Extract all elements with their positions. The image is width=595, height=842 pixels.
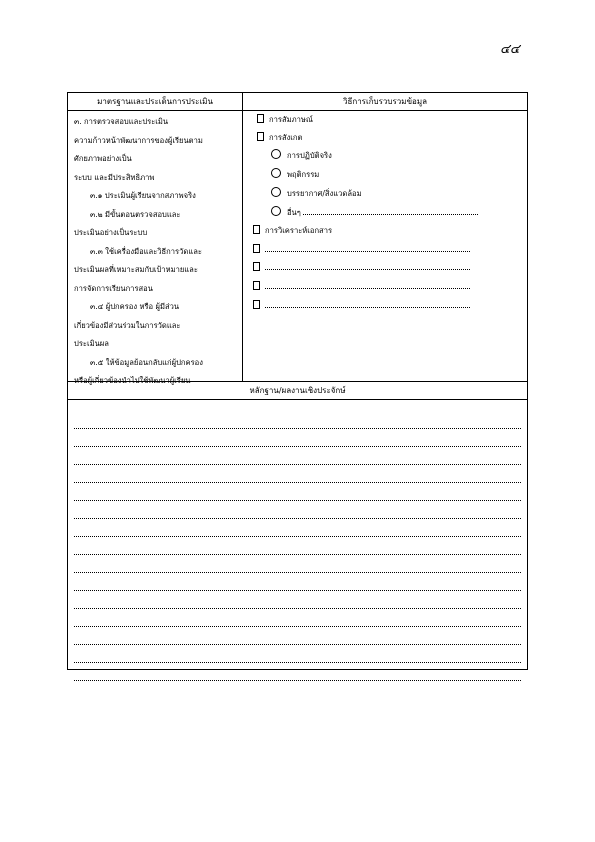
radio-circle-icon[interactable] xyxy=(271,187,281,197)
evidence-writing-line[interactable] xyxy=(74,411,521,429)
evidence-writing-line[interactable] xyxy=(74,465,521,483)
evidence-writing-line[interactable] xyxy=(74,627,521,645)
criteria-line: เกี่ยวข้องมีส่วนร่วมในการวัดและ xyxy=(74,320,181,330)
radio-circle-icon[interactable] xyxy=(271,206,281,216)
evidence-writing-line[interactable] xyxy=(74,447,521,465)
criteria-line: ประเมินผลที่เหมาะสมกับเป้าหมายและ xyxy=(74,265,198,274)
method-document-analysis[interactable]: การวิเคราะห์เอกสาร xyxy=(253,223,332,239)
criteria-line: ๓.๕ ให้ข้อมูลย้อนกลับแก่ผู้ปกครอง xyxy=(90,357,203,367)
checkbox-icon[interactable] xyxy=(253,225,260,234)
radio-circle-icon[interactable] xyxy=(271,168,281,178)
method-observation[interactable]: การสังเกต xyxy=(257,130,302,146)
method-blank[interactable] xyxy=(253,242,470,258)
page-number: ๔๔ xyxy=(500,42,520,57)
criteria-line: ความก้าวหน้าพัฒนาการของผู้เรียนตาม xyxy=(74,135,203,145)
criteria-line: ๓.๓ ใช้เครื่องมือและวิธีการวัดและ xyxy=(90,246,202,256)
fill-in-line[interactable] xyxy=(265,298,470,308)
column-divider xyxy=(242,93,243,381)
evidence-header: หลักฐาน/ผลงานเชิงประจักษ์ xyxy=(249,386,346,395)
checkbox-icon[interactable] xyxy=(257,114,264,123)
criteria-line: ๓. การตรวจสอบและประเมิน xyxy=(74,117,169,126)
evidence-writing-line[interactable] xyxy=(74,537,521,555)
evidence-writing-line[interactable] xyxy=(74,645,521,663)
fill-in-line[interactable] xyxy=(265,242,470,252)
obs-environment[interactable]: บรรยากาศ/สิ่งแวดล้อม xyxy=(271,186,362,202)
header-divider xyxy=(68,110,527,111)
criteria-line: หรือผู้เกี่ยวข้องนำไปใช้พัฒนาผู้เรียน xyxy=(74,376,191,385)
checkbox-icon[interactable] xyxy=(253,262,260,271)
obs-practice[interactable]: การปฏิบัติจริง xyxy=(271,148,332,164)
method-blank[interactable] xyxy=(253,260,470,276)
evidence-writing-line[interactable] xyxy=(74,519,521,537)
evidence-writing-line[interactable] xyxy=(74,591,521,609)
criteria-line: ประเมินอย่างเป็นระบบ xyxy=(74,228,148,237)
evidence-writing-line[interactable] xyxy=(74,483,521,501)
criteria-line: ๓.๑ ประเมินผู้เรียนจากสภาพจริง xyxy=(90,191,196,200)
evidence-writing-line[interactable] xyxy=(74,609,521,627)
checkbox-icon[interactable] xyxy=(253,244,260,253)
criteria-line: ๓.๔ ผู้ปกครอง หรือ ผู้มีส่วน xyxy=(90,302,180,311)
criteria-list xyxy=(74,113,238,391)
evidence-writing-line[interactable] xyxy=(74,663,521,681)
radio-circle-icon[interactable] xyxy=(271,149,281,159)
criteria-line: ระบบ และมีประสิทธิภาพ xyxy=(74,172,155,182)
method-blank[interactable] xyxy=(253,298,470,314)
criteria-line: การจัดการเรียนการสอน xyxy=(74,283,153,293)
method-blank[interactable] xyxy=(253,279,470,295)
col-header-methods: วิธีการเก็บรวบรวมข้อมูล xyxy=(342,97,428,106)
obs-other[interactable]: อื่นๆ xyxy=(271,205,478,221)
checkbox-icon[interactable] xyxy=(257,132,264,141)
checkbox-icon[interactable] xyxy=(253,281,260,290)
fill-in-line[interactable] xyxy=(303,205,478,215)
assessment-table xyxy=(67,92,528,670)
obs-behavior[interactable]: พฤติกรรม xyxy=(271,167,319,183)
evidence-writing-line[interactable] xyxy=(74,555,521,573)
fill-in-line[interactable] xyxy=(265,279,470,289)
evidence-writing-line[interactable] xyxy=(74,501,521,519)
fill-in-line[interactable] xyxy=(265,260,470,270)
method-interview[interactable]: การสัมภาษณ์ xyxy=(257,112,313,128)
section-divider xyxy=(68,381,527,382)
criteria-line: ประเมินผล xyxy=(74,339,109,348)
criteria-line: ศักยภาพอย่างเป็น xyxy=(74,154,132,163)
evidence-writing-line[interactable] xyxy=(74,429,521,447)
evidence-lines xyxy=(74,411,521,681)
evidence-divider xyxy=(68,399,527,400)
criteria-line: ๓.๒ มีขั้นตอนตรวจสอบและ xyxy=(90,209,181,219)
evidence-writing-line[interactable] xyxy=(74,573,521,591)
col-header-criteria: มาตรฐานและประเด็นการประเมิน xyxy=(97,97,213,106)
checkbox-icon[interactable] xyxy=(253,300,260,309)
